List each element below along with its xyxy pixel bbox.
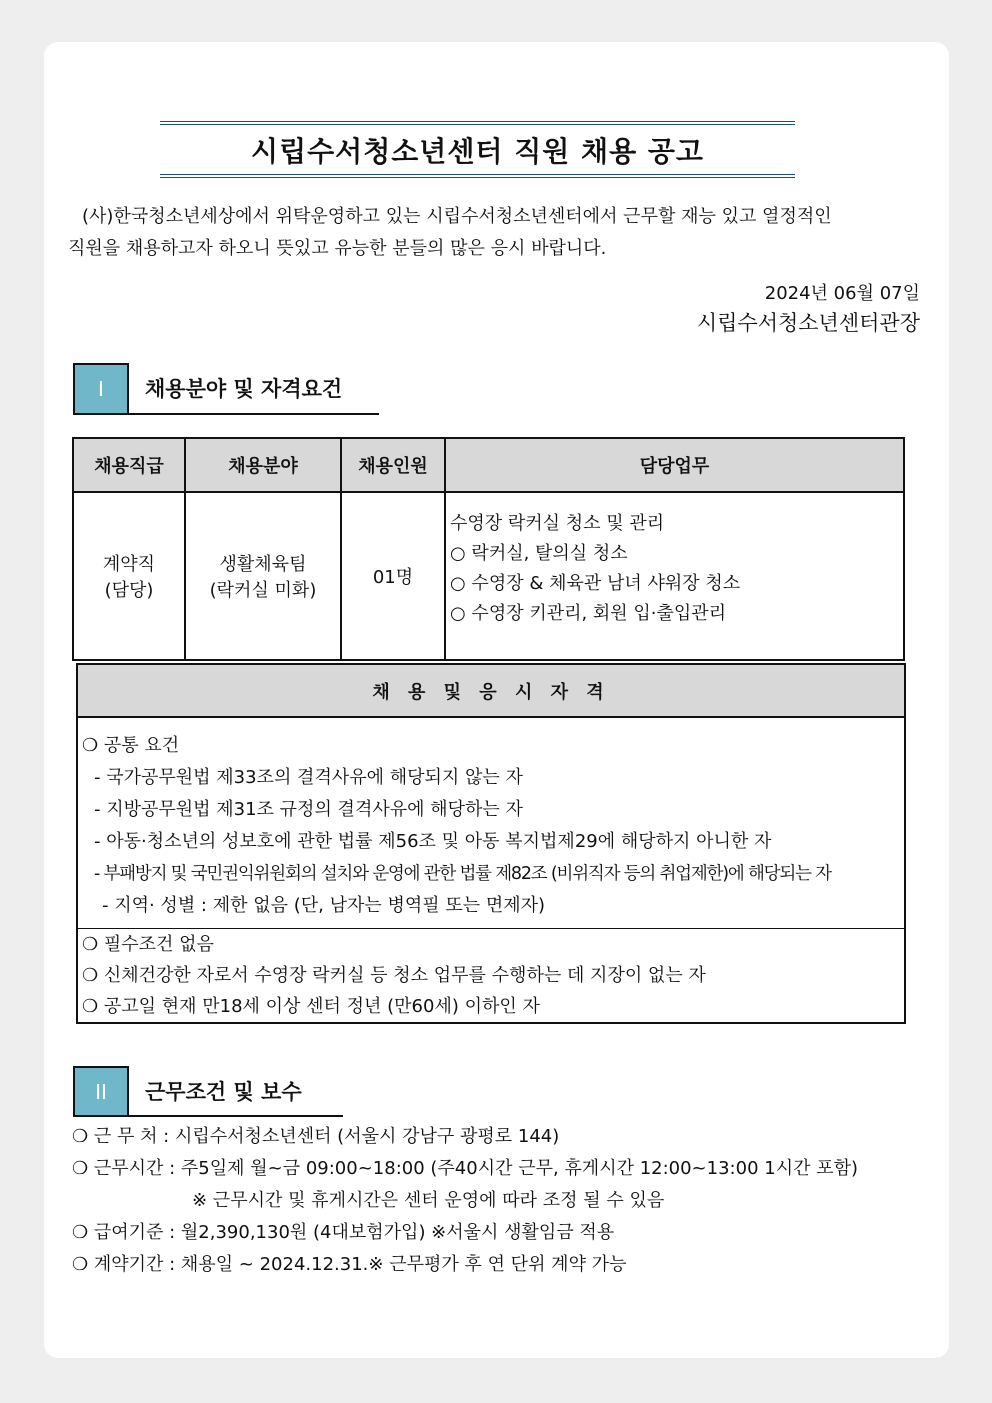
common-requirements (78, 718, 904, 929)
page-title: 시립수서청소년센터 직원 채용 공고 (251, 134, 704, 168)
requirement-item: ❍ 신체건강한 자로서 수영장 락커실 등 청소 업무를 수행하는 데 지장이 없는 자 (82, 965, 706, 986)
field-text: 생활체육팀 (219, 554, 307, 575)
common-item: - 국가공무원법 제33조의 결격사유에 해당되지 않는 자 (94, 767, 523, 788)
region-gender-item: - 지역· 성별 : 제한 없음 (단, 남자는 병역필 또는 면제자) (102, 895, 546, 916)
grade-text: 계약직 (102, 554, 156, 575)
title-box (160, 121, 795, 178)
qualification-table (76, 663, 906, 1024)
section-1-number: I (73, 363, 129, 415)
section-2-header (73, 1066, 343, 1117)
common-item: - 아동·청소년의 성보호에 관한 법률 제56조 및 아동 복지법제29에 해당하지 아니한 자 (94, 831, 772, 852)
header-grade: 채용직급 (73, 438, 185, 492)
intro-paragraph (68, 201, 898, 265)
cell-field (185, 492, 341, 660)
section-2-number: II (73, 1066, 129, 1117)
job-table-header-row (73, 438, 904, 492)
header-duties: 담당업무 (445, 438, 904, 492)
qualification-header: 채 용 및 응 시 자 격 (78, 665, 904, 718)
grade-sub-text: (담당) (104, 580, 154, 601)
work-hours-note: ※ 근무시간 및 휴게시간은 센터 운영에 따라 조정 될 수 있음 (192, 1190, 665, 1211)
job-table-row (73, 492, 904, 660)
requirement-item: ❍ 공고일 현재 만18세 이상 센터 정년 (만60세) 이하인 자 (82, 996, 540, 1017)
section-2-title: 근무조건 및 보수 (129, 1066, 343, 1117)
work-pay: ❍ 급여기준 : 월2,390,130원 (4대보험가입) ※서울시 생활임금 적용 (72, 1222, 615, 1243)
field-sub-text: (락커실 미화) (209, 580, 317, 601)
cell-count: 01명 (341, 492, 445, 660)
duty-item: ○ 수영장 키관리, 회원 입·출입관리 (450, 603, 727, 624)
work-conditions (72, 1121, 858, 1281)
section-1-header (73, 363, 379, 415)
intro-line-2: 직원을 채용하고자 하오니 뜻있고 유능한 분들의 많은 응시 바랍니다. (68, 238, 607, 259)
requirement-item: ❍ 필수조건 없음 (82, 934, 214, 955)
additional-requirements (78, 929, 904, 1022)
header-field: 채용분야 (185, 438, 341, 492)
work-hours: ❍ 근무시간 : 주5일제 월~금 09:00~18:00 (주40시간 근무, 휴게시간 12:00~13:00 1시간 포함) (72, 1158, 858, 1179)
director-signature: 시립수서청소년센터관장 (696, 311, 920, 335)
notice-date: 2024년 06월 07일 (764, 283, 920, 304)
duty-item: ○ 수영장 & 체육관 남녀 샤워장 청소 (450, 573, 741, 594)
section-1-title: 채용분야 및 자격요건 (129, 363, 379, 415)
cell-duties (445, 492, 904, 660)
work-period: ❍ 계약기간 : 채용일 ~ 2024.12.31.※ 근무평가 후 연 단위 계약 가능 (72, 1254, 627, 1275)
work-place: ❍ 근 무 처 : 시립수서청소년센터 (서울시 강남구 광평로 144) (72, 1126, 560, 1147)
common-title: ❍ 공통 요건 (82, 735, 180, 756)
common-item: - 부패방지 및 국민권익위원회의 설치와 운영에 관한 법률 제82조 (비위직자 등의 취업제한)에 해당되는 자 (94, 864, 831, 884)
header-count: 채용인원 (341, 438, 445, 492)
intro-line-1: (사)한국청소년세상에서 위탁운영하고 있는 시립수서청소년센터에서 근무할 재능 있고 열정적인 (82, 206, 832, 227)
duty-item: ○ 락커실, 탈의실 청소 (450, 543, 628, 564)
common-item: - 지방공무원법 제31조 규정의 결격사유에 해당하는 자 (94, 799, 523, 820)
job-table (72, 437, 905, 661)
duty-item: 수영장 락커실 청소 및 관리 (450, 513, 665, 534)
cell-grade (73, 492, 185, 660)
